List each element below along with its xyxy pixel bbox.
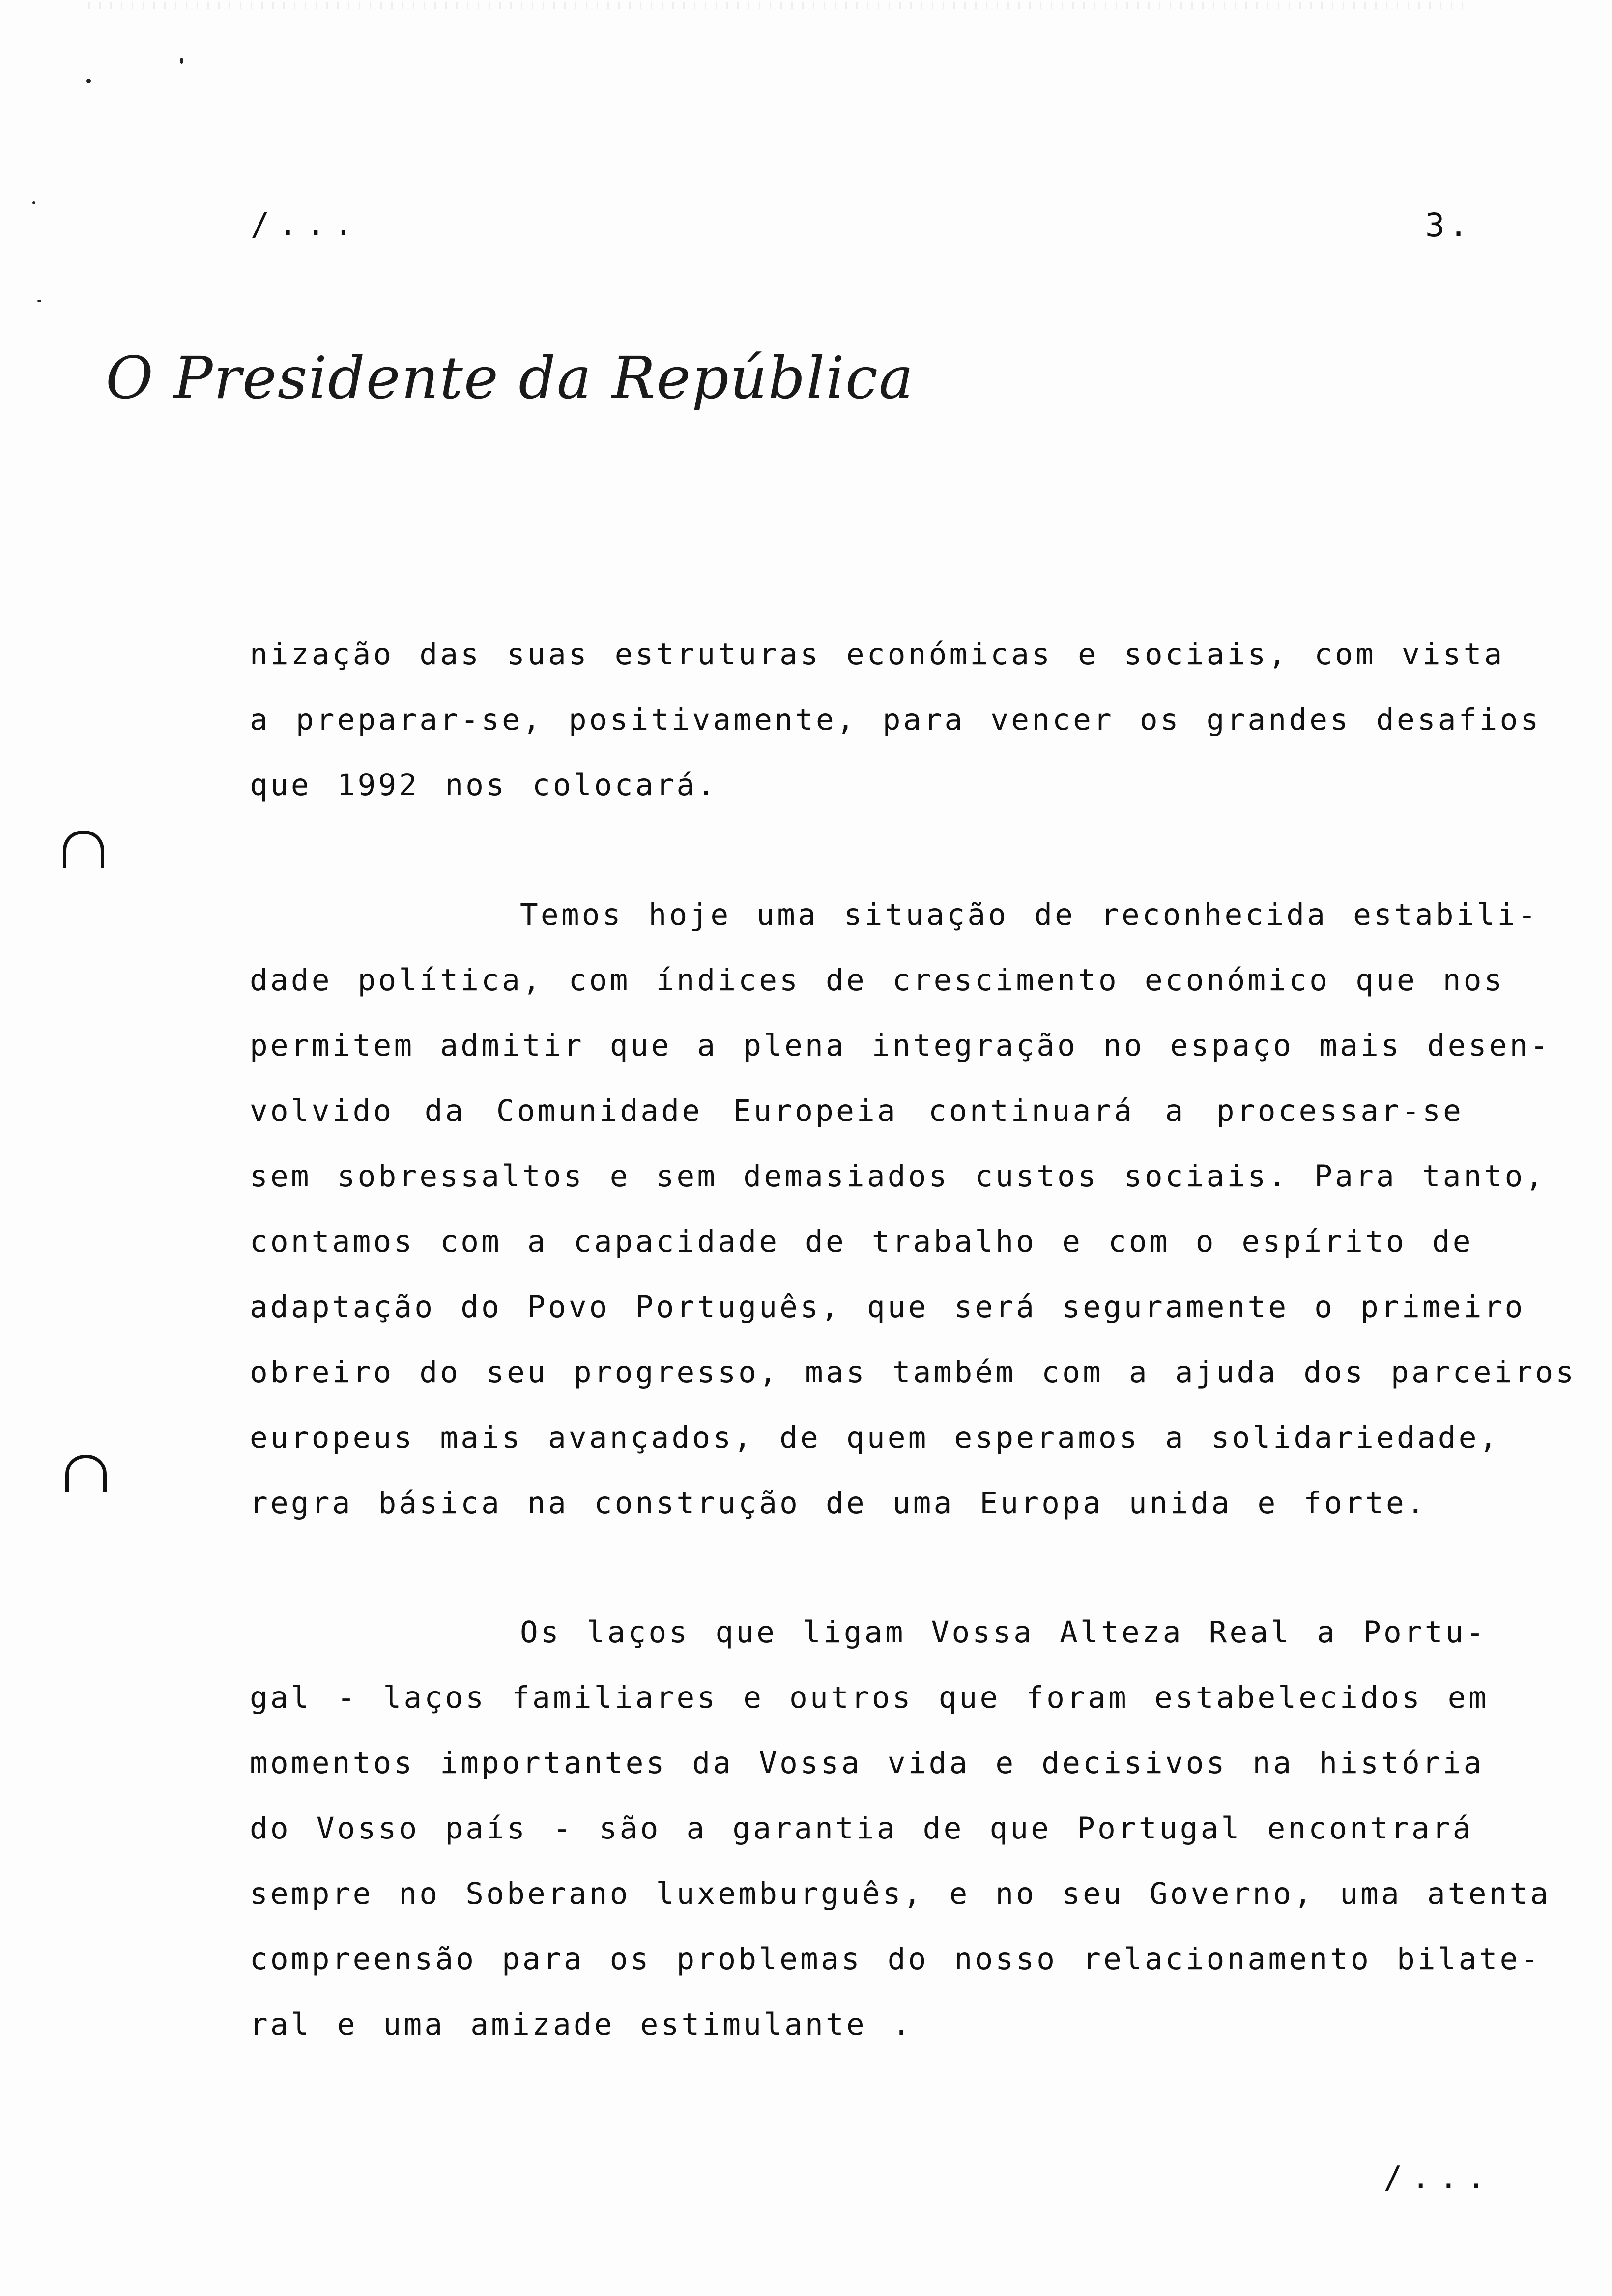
- paragraph-3: [250, 1600, 1551, 2057]
- paragraph-line: compreensão para os problemas do nosso relacionamento bilate-: [250, 1942, 1541, 1977]
- paragraph-line: adaptação do Povo Português, que será seguramente o primeiro: [250, 1290, 1526, 1324]
- paragraph-line: regra básica na construção de uma Europa unida e forte.: [250, 1486, 1427, 1521]
- paragraph-line: nização das suas estruturas económicas e sociais, com vista: [250, 637, 1505, 672]
- scan-artifact: [88, 2, 1465, 9]
- paragraph-line: sem sobressaltos e sem demasiados custos sociais. Para tanto,: [250, 1159, 1546, 1194]
- punch-hole-mark: [63, 831, 104, 868]
- paragraph-line: do Vosso país - são a garantia de que Portugal encontrará: [250, 1811, 1473, 1846]
- paragraph-line: momentos importantes da Vossa vida e decisivos na história: [250, 1746, 1484, 1780]
- scan-speck: [86, 79, 91, 83]
- paragraph-2: [250, 882, 1577, 1536]
- paragraph-line: ral e uma amizade estimulante .: [250, 2007, 913, 2042]
- paragraph-line: Os laços que ligam Vossa Alteza Real a Portu-: [520, 1615, 1487, 1650]
- letterhead: O Presidente da República: [106, 344, 915, 412]
- paragraph-line: permitem admitir que a plena integração no espaço mais desen-: [250, 1028, 1551, 1063]
- paragraph-line: contamos com a capacidade de trabalho e com o espírito de: [250, 1224, 1473, 1259]
- continuation-marker-top: /...: [251, 206, 362, 243]
- scan-speck: [37, 300, 41, 302]
- scan-speck: [32, 201, 35, 204]
- punch-hole-mark: [65, 1455, 107, 1492]
- continuation-marker-bottom: /...: [1383, 2160, 1495, 2196]
- paragraph-1: [250, 622, 1541, 818]
- paragraph-line: dade política, com índices de crescimento económico que nos: [250, 963, 1505, 998]
- scan-speck: [180, 58, 183, 64]
- paragraph-line: europeus mais avançados, de quem esperamos a solidariedade,: [250, 1420, 1500, 1455]
- paragraph-line: sempre no Soberano luxemburguês, e no seu Governo, uma atenta: [250, 1876, 1551, 1911]
- paragraph-line: volvido da Comunidade Europeia continuará a processar-se: [250, 1093, 1464, 1128]
- paragraph-line: que 1992 nos colocará.: [250, 768, 718, 803]
- paragraph-line: gal - laços familiares e outros que foram estabelecidos em: [250, 1680, 1489, 1715]
- paragraph-line: Temos hoje uma situação de reconhecida estabili-: [520, 897, 1539, 932]
- page-number: 3.: [1425, 206, 1472, 244]
- paragraph-line: obreiro do seu progresso, mas também com a ajuda dos parceiros: [250, 1355, 1577, 1390]
- paragraph-line: a preparar-se, positivamente, para vencer os grandes desafios: [250, 702, 1541, 737]
